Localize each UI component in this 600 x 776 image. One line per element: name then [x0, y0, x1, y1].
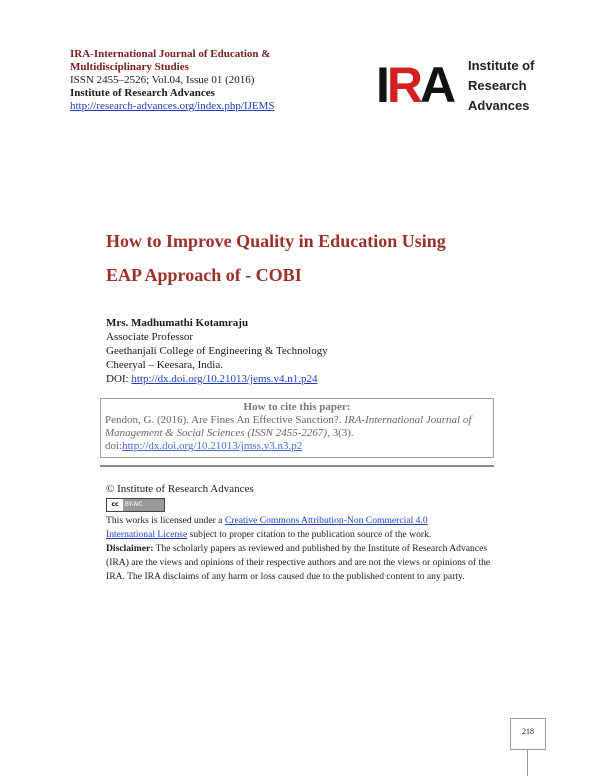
- page-number: 218: [510, 718, 546, 750]
- cc-badge-text: BY-NC: [124, 501, 143, 508]
- citation-body: [101, 414, 493, 453]
- journal-title-line1: IRA-International Journal of Education &: [70, 48, 271, 60]
- citation-text: Pendon, G. (2016). Are Fines An Effective Sanction?.: [105, 414, 345, 426]
- journal-url-link[interactable]: http://research-advances.org/index.php/IJEMS: [70, 100, 275, 112]
- paper-title-line2: EAP Approach of - COBI: [106, 265, 302, 285]
- disclaimer-text: The scholarly papers as reviewed and published by the Institute of Research Advances (IRA) are the views and opinions of their respective authors and are not the views or opinions of the IRA. The IRA disclaims of any harm or loss caused due to the published content to any party.: [106, 543, 491, 582]
- paper-title: [106, 224, 546, 292]
- license-text: [106, 514, 496, 584]
- journal-publisher: Institute of Research Advances: [70, 87, 215, 99]
- citation-doi-prefix: doi:: [105, 440, 123, 452]
- author-position: Associate Professor: [106, 331, 194, 343]
- journal-header: [70, 48, 370, 113]
- logo-line1: Institute of: [468, 58, 535, 73]
- paper-title-line1: How to Improve Quality in Education Using: [106, 231, 446, 251]
- license-link-line1: Creative Commons Attribution-Non Commercial 4.0: [224, 515, 428, 526]
- doi-label: DOI:: [106, 373, 129, 385]
- doi-line: [106, 373, 318, 385]
- ira-logo: [376, 56, 566, 112]
- author-location: Cheeryal – Keesara, India.: [106, 359, 223, 371]
- citation-journal: IRA-International Journal of Management & Social Sciences (ISSN 2455-2267): [105, 414, 472, 439]
- cc-icon: cc: [107, 499, 123, 511]
- license-tail: subject to proper citation to the publication source of the work.: [187, 529, 432, 540]
- citation-doi-link[interactable]: http://dx.doi.org/10.21013/jmss.v3.n3.p2: [122, 440, 303, 452]
- license-intro: This works is licensed under a: [106, 515, 225, 526]
- ira-logo-mark: IRA: [376, 57, 454, 113]
- citation-heading: How to cite this paper:: [243, 401, 351, 413]
- license-link-line2: International License: [106, 529, 188, 540]
- logo-line2: Research: [468, 78, 527, 93]
- author-institution: Geethanjali College of Engineering & Technology: [106, 345, 328, 357]
- journal-title: [70, 48, 370, 74]
- logo-line3: Advances: [468, 98, 530, 113]
- disclaimer-label: Disclaimer:: [106, 543, 154, 554]
- doi-link[interactable]: http://dx.doi.org/10.21013/jems.v4.n1.p24: [131, 373, 318, 385]
- journal-title-line2: Multidisciplinary Studies: [70, 61, 189, 73]
- section-divider: [100, 465, 494, 467]
- page-number-rule: [527, 749, 528, 776]
- cc-license-badge[interactable]: [106, 498, 165, 512]
- ira-logo-text: [468, 56, 534, 116]
- citation-volume: , 3(3).: [327, 427, 354, 439]
- journal-issn: ISSN 2455–2526; Vol.04, Issue 01 (2016): [70, 74, 255, 86]
- copyright-notice: © Institute of Research Advances: [106, 483, 254, 495]
- citation-box: [100, 398, 494, 458]
- author-block: [106, 316, 328, 372]
- author-name: Mrs. Madhumathi Kotamraju: [106, 317, 249, 329]
